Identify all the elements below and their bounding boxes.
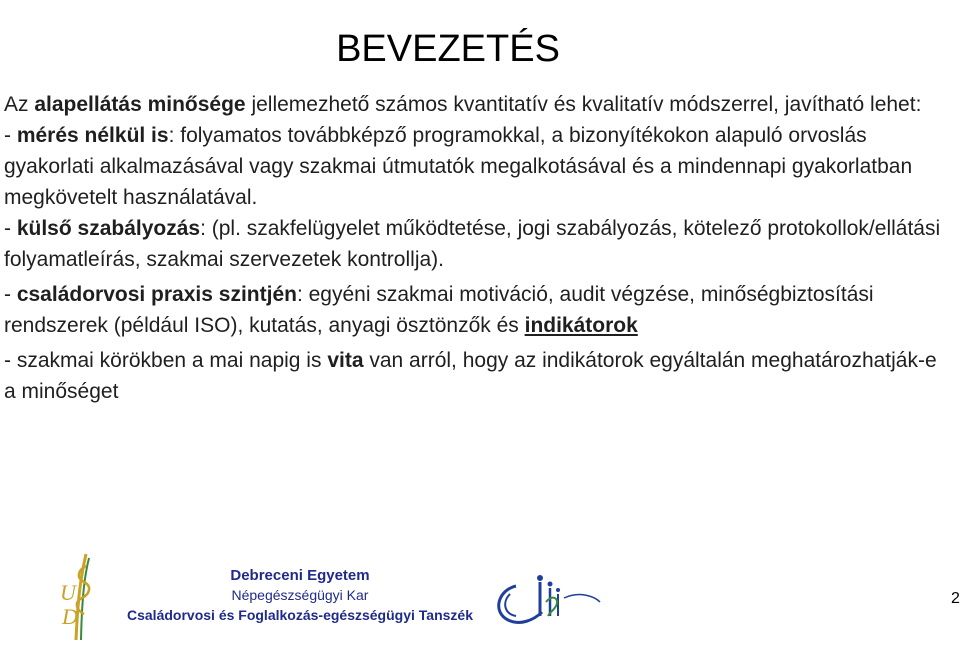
university-crest-icon: [56, 552, 108, 642]
item4-bold: vita: [327, 349, 364, 372]
item-external-regulation: [4, 213, 949, 275]
item-debate: [4, 345, 949, 407]
item3-text: : egyéni szakmai motiváció, audit végzése, minőségbiztosítási rendszerek (például ISO), kutatás, anyagi ösztönzők és: [4, 283, 874, 337]
footer-department: Családorvosi és Foglalkozás-egészségügyi Tanszék: [127, 607, 473, 623]
family-medicine-logo-icon: [490, 572, 602, 632]
svg-text:D: D: [62, 604, 78, 629]
intro-text-1: Az: [4, 93, 35, 116]
slide-title: BEVEZETÉS: [336, 28, 560, 71]
footer-institution: [110, 566, 490, 624]
slide-body: [4, 89, 949, 407]
intro-bold: alapellátás minősége: [34, 93, 246, 116]
item2-dash: -: [4, 217, 17, 240]
item4-text-2: van arról, hogy az indikátorok egyáltalán meghatározhatják-e a minőséget: [4, 349, 937, 403]
intro-paragraph: [4, 89, 949, 120]
item-practice-level: [4, 279, 949, 341]
svg-text:U: U: [60, 580, 76, 605]
item2-bold: külső szabályozás: [16, 217, 201, 240]
item1-text: : folyamatos továbbképző programokkal, a bizonyítékokon alapuló orvoslás gyakorlati alkalmazásával vagy szakmai útmutatók megalkotásával és a mindennapi gyakorlatban megkövetelt használatával.: [4, 124, 913, 209]
item-measurement: [4, 120, 949, 213]
page-number: 2: [951, 590, 960, 607]
item1-bold: mérés nélkül is: [16, 124, 169, 147]
intro-text-2: jellemezhető számos kvantitatív és kvalitatív módszerrel, javítható lehet:: [245, 93, 922, 116]
item2-text: : (pl. szakfelügyelet működtetése, jogi szabályozás, kötelező protokollok/ellátási folyamatleírás, szakmai szervezetek kontrollja).: [4, 217, 941, 271]
item3-dash: -: [4, 283, 17, 306]
footer-university: Debreceni Egyetem: [230, 567, 370, 584]
item4-text-1: - szakmai körökben a mai napig is: [4, 349, 328, 372]
item3-bold: családorvosi praxis szintjén: [16, 283, 297, 306]
item3-indicators: indikátorok: [524, 314, 638, 337]
item1-dash: -: [4, 124, 17, 147]
footer-faculty: Népegészségügyi Kar: [231, 587, 369, 603]
